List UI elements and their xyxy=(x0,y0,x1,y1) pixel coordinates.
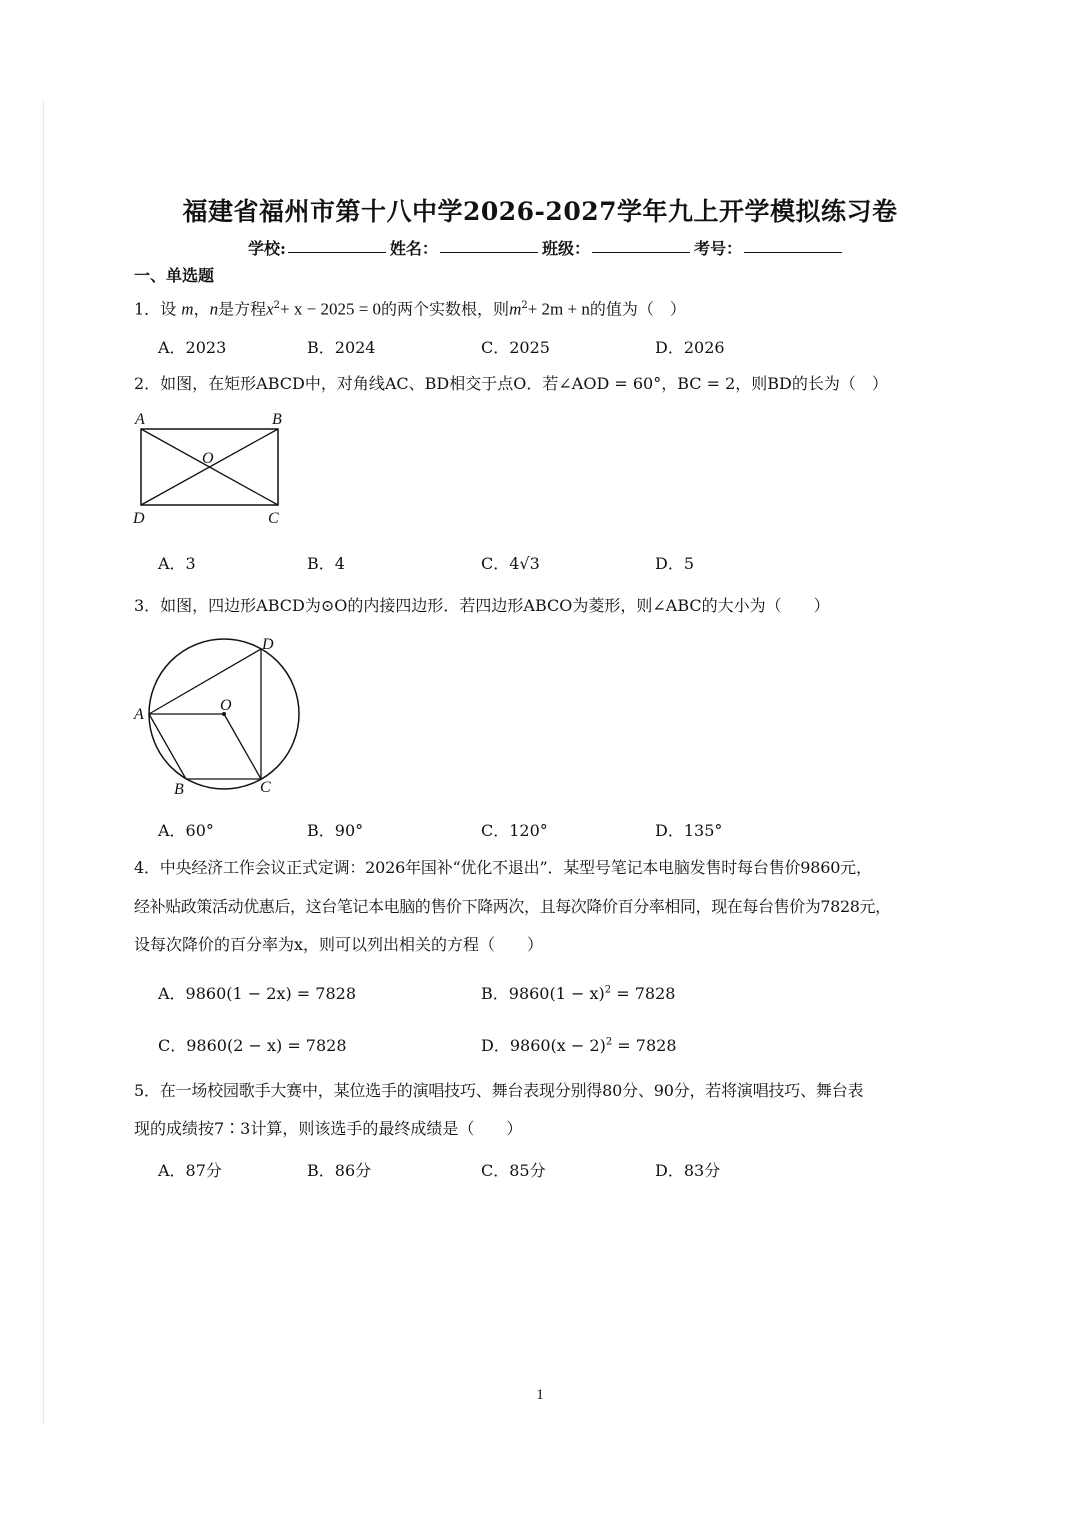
name-label: 姓名： xyxy=(389,239,438,258)
q4-option-b-base: B．9860(1 − x) xyxy=(481,984,605,1003)
exam-number-blank[interactable] xyxy=(744,236,842,253)
class-blank[interactable] xyxy=(592,236,690,253)
q1-text-1: 设 xyxy=(160,299,177,319)
label-d: D xyxy=(133,510,145,527)
q4-option-d-rhs: = 7828 xyxy=(612,1036,677,1055)
margin-line xyxy=(43,100,44,1425)
q4-option-a[interactable]: A．9860(1 − 2x) = 7828 xyxy=(158,984,357,1003)
q1-expr-rest: + 2m + n xyxy=(527,299,590,319)
q5-option-d[interactable]: D．83分 xyxy=(655,1161,721,1180)
q2-option-a[interactable]: A．3 xyxy=(158,554,196,573)
segment-ad xyxy=(149,649,261,714)
student-info-row xyxy=(248,236,846,259)
question-5-line-1: 5．在一场校园歌手大赛中，某位选手的演唱技巧、舞台表现分别得80分、90分，若将演唱技巧、舞台表 xyxy=(134,1081,864,1100)
q1-option-c[interactable]: C．2025 xyxy=(481,338,550,357)
label-a: A xyxy=(134,706,144,723)
question-4-line-2: 经补贴政策活动优惠后，这台笔记本电脑的售价下降两次，且每次降价百分率相同，现在每台售价为7828元， xyxy=(134,897,891,916)
label-o: O xyxy=(220,697,232,714)
circle-diagram xyxy=(128,630,308,800)
exam-number-label: 考号： xyxy=(693,239,742,258)
q4-option-c[interactable]: C．9860(2 − x) = 7828 xyxy=(158,1036,347,1055)
q1-text-4: 的值为（ ） xyxy=(589,299,686,319)
q4-option-d-base: D．9860(x − 2) xyxy=(481,1036,606,1055)
label-d: D xyxy=(262,636,274,653)
q2-option-c[interactable]: C．4√3 xyxy=(481,554,540,573)
q4-option-d[interactable] xyxy=(481,1033,677,1056)
label-c: C xyxy=(260,779,271,796)
section-heading: 一、单选题 xyxy=(134,266,215,285)
q1-comma: ， xyxy=(193,299,210,319)
q1-eq-x: x xyxy=(266,299,274,319)
q3-option-d[interactable]: D．135° xyxy=(655,821,723,840)
page-title: 福建省福州市第十八中学2026-2027学年九上开学模拟练习卷 xyxy=(182,197,898,226)
q4-option-b[interactable] xyxy=(481,981,675,1004)
q1-eq-exp: 2 xyxy=(273,300,281,311)
question-1 xyxy=(134,295,686,320)
question-4-line-3: 设每次降价的百分率为x，则可以列出相关的方程（ ） xyxy=(134,935,544,954)
segment-oc xyxy=(224,714,261,779)
label-a: A xyxy=(135,411,145,428)
name-blank[interactable] xyxy=(440,236,538,253)
q5-option-a[interactable]: A．87分 xyxy=(158,1161,222,1180)
q1-text-3: 的两个实数根，则 xyxy=(381,299,510,319)
q1-option-b[interactable]: B．2024 xyxy=(307,338,376,357)
q1-text-2: 是方程 xyxy=(218,299,267,319)
class-label: 班级： xyxy=(541,239,590,258)
q1-option-a[interactable]: A．2023 xyxy=(158,338,227,357)
page-number: 1 xyxy=(536,1387,544,1403)
q5-option-b[interactable]: B．86分 xyxy=(307,1161,372,1180)
question-number: 1． xyxy=(134,299,161,319)
q1-expr-m: m xyxy=(509,299,522,319)
q4-option-d-exp: 2 xyxy=(605,1036,613,1048)
q3-option-b[interactable]: B．90° xyxy=(307,821,364,840)
q4-option-b-exp: 2 xyxy=(604,984,612,996)
question-4-line-1: 4．中央经济工作会议正式定调：2026年国补“优化不退出”．某型号笔记本电脑发售时每台售价9860元， xyxy=(134,858,872,877)
q3-option-c[interactable]: C．120° xyxy=(481,821,548,840)
school-label: 学校: xyxy=(248,239,286,258)
q3-option-a[interactable]: A．60° xyxy=(158,821,214,840)
question-2: 2．如图，在矩形ABCD中，对角线AC、BD相交于点O．若∠AOD = 60°，BC = 2，则BD的长为（ ） xyxy=(134,374,888,393)
q2-option-d[interactable]: D．5 xyxy=(655,554,695,573)
q2-option-b[interactable]: B．4 xyxy=(307,554,345,573)
segment-ab xyxy=(149,714,186,779)
rectangle-diagram xyxy=(125,405,295,530)
q1-var-m: m xyxy=(181,299,194,319)
label-b: B xyxy=(174,781,184,798)
school-blank[interactable] xyxy=(288,236,386,253)
q4-option-b-rhs: = 7828 xyxy=(611,984,676,1003)
q1-eq-rest: + x − 2025 = 0 xyxy=(280,299,382,319)
q1-option-d[interactable]: D．2026 xyxy=(655,338,725,357)
q1-expr-exp: 2 xyxy=(521,300,528,311)
q1-var-n: n xyxy=(209,299,219,319)
label-o: O xyxy=(202,450,214,467)
question-3: 3．如图，四边形ABCD为⊙O的内接四边形．若四边形ABCO为菱形，则∠ABC的大小为（ ） xyxy=(134,596,830,615)
question-5-line-2: 现的成绩按7∶3计算，则该选手的最终成绩是（ ） xyxy=(134,1119,523,1138)
label-b: B xyxy=(272,411,282,428)
label-c: C xyxy=(268,510,279,527)
q5-option-c[interactable]: C．85分 xyxy=(481,1161,546,1180)
